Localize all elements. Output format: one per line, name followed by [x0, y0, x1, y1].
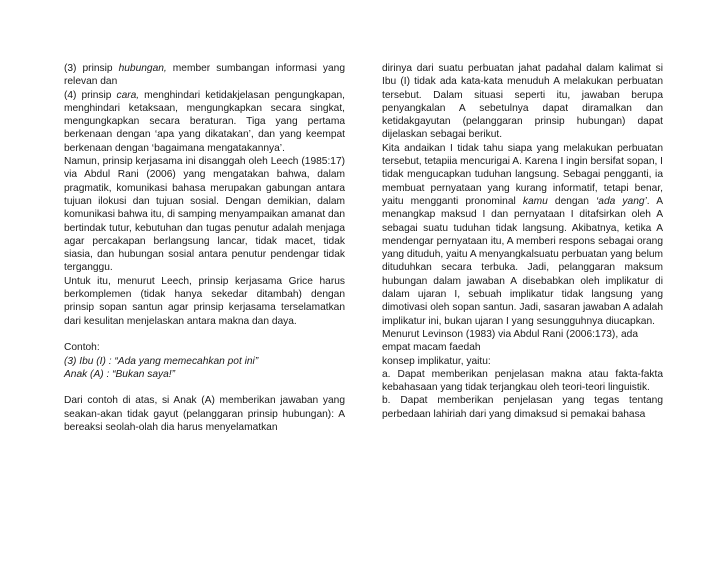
principle-3-prefix: (3) prinsip: [64, 63, 119, 74]
principle-3-paragraph: [64, 62, 345, 89]
grice-paragraph: Untuk itu, menurut Leech, prinsip kerjasama Grice harus berkomplemen (tidak hanya sekedar ditambah) dengan prinsip sopan santun agar prinsip kerjasama terselamatkan dari kesulitan menjelaskan antara makna dan daya.: [64, 275, 345, 327]
implicature-text-e: . A menangkap maksud I dan pernyataan I ditafsirkan oleh A sebagai suatu tuduhan tidak langsung. Akibatnya, ketika A mendengar pernyataan itu, A memberi respons sebagai orang yang dituduh, yaitu A menyangkalsuatu perbuatan yang belum dituduhkan secara terbuka. Jadi, pelanggaran maksum hubungan dalam jawaban A disebabkan oleh implikatur di dalam ujaran I, sebuah implikatur tidak langsung yang dimotivasi oleh sopan santun. Jadi, sasaran jawaban A adalah implikatur ini, bukan ujaran I yang sesungguhnya diucapkan.: [382, 195, 663, 327]
spacer: [64, 328, 345, 341]
concept-line: konsep implikatur, yaitu:: [382, 355, 491, 367]
implicature-text-c: dengan: [547, 195, 597, 207]
principle-4-text: menghindari ketidakjelasan pengungkapan, menghindari ketaksaan, mengungkapkan secara singkat, mengungkapkan secara beraturan. Tiga yang pertama berkenaan dengan ‘apa yang dikatakan’, dan yang keempat berkenaan dengan ‘bagaimana mengatakannya’.: [64, 89, 345, 154]
principle-4-prefix: (4) prinsip: [64, 89, 117, 101]
continuation-paragraph: dirinya dari suatu perbuatan jahat padahal dalam kalimat si Ibu (I) tidak ada kata-kata menuduh A melakukan perbuatan tersebut. Dalam situasi seperti itu, jawaban berupa penyangkalan A sebetulnya dapat diramalkan dan ketidakgayutan (pelanggaran prinsip hubungan) dapat dijelaskan sebagai berikut.: [382, 63, 663, 141]
left-column: [64, 62, 345, 434]
analysis-paragraph: Dari contoh di atas, si Anak (A) memberikan jawaban yang seakan-akan tidak gayut (pelanggaran prinsip hubungan): A bereaksi seolah-olah dia harus menyelamatkan: [64, 395, 345, 434]
right-column: [382, 62, 663, 421]
example-line-anak: Anak (A) : “Bukan saya!”: [64, 368, 175, 380]
principle-3-term: hubungan,: [118, 63, 167, 74]
phrase-ada-yang: ‘ada yang’: [596, 195, 647, 207]
implicature-paragraph: [382, 142, 663, 328]
implicature-text-a: Kita andaikan I tidak tahu siapa yang melakukan perbuatan tersebut, tetapiia mencurigai A. Karena I ingin bersifat sopan, I tidak mengucapkan tuduhan langsung. Sebagai pengganti, ia membuat pernyataan yang kurang informatif, tetapi benar, yaitu mengganti pronominal: [382, 142, 663, 207]
principle-4-paragraph: [64, 89, 345, 155]
benefit-b: b. Dapat memberikan penjelasan yang tegas tentang perbedaan lahiriah dari yang dimaksud si pemakai bahasa: [382, 395, 663, 420]
pronoun-kamu: kamu: [522, 195, 548, 207]
benefit-a: a. Dapat memberikan penjelasan makna atau fakta-fakta kebahasaan yang tidak terjangkau oleh teori-teori linguistik.: [382, 368, 663, 394]
levinson-paragraph: Menurut Levinson (1983) via Abdul Rani (2006:173), ada empat macam faedah: [382, 328, 638, 354]
leech-paragraph: Namun, prinsip kerjasama ini disanggah oleh Leech (1985:17) via Abdul Rani (2006) yang mengatakan bahwa, dalam pragmatik, komunikasi bahasa merupakan gabungan antara tujuan ilokusi dan tujuan sosial. Dengan demikian, dalam komunikasi bahwa itu, di samping menyampaikan amanat dan bertindak tutur, kebutuhan dan tugas penutur adalah menjaga agar percakapan berlangsung lancar, tidak macet, tidak siasia, dan hubungan sosial antara penutur pendengar tidak terganggu.: [64, 156, 345, 274]
example-line-ibu: (3) Ibu (I) : “Ada yang memecahkan pot ini”: [64, 355, 259, 367]
contoh-label: Contoh:: [64, 342, 100, 354]
spacer: [64, 381, 345, 394]
principle-4-term: cara,: [116, 89, 140, 101]
principle-3-text: member sumbangan informasi yang relevan dan: [64, 63, 345, 88]
